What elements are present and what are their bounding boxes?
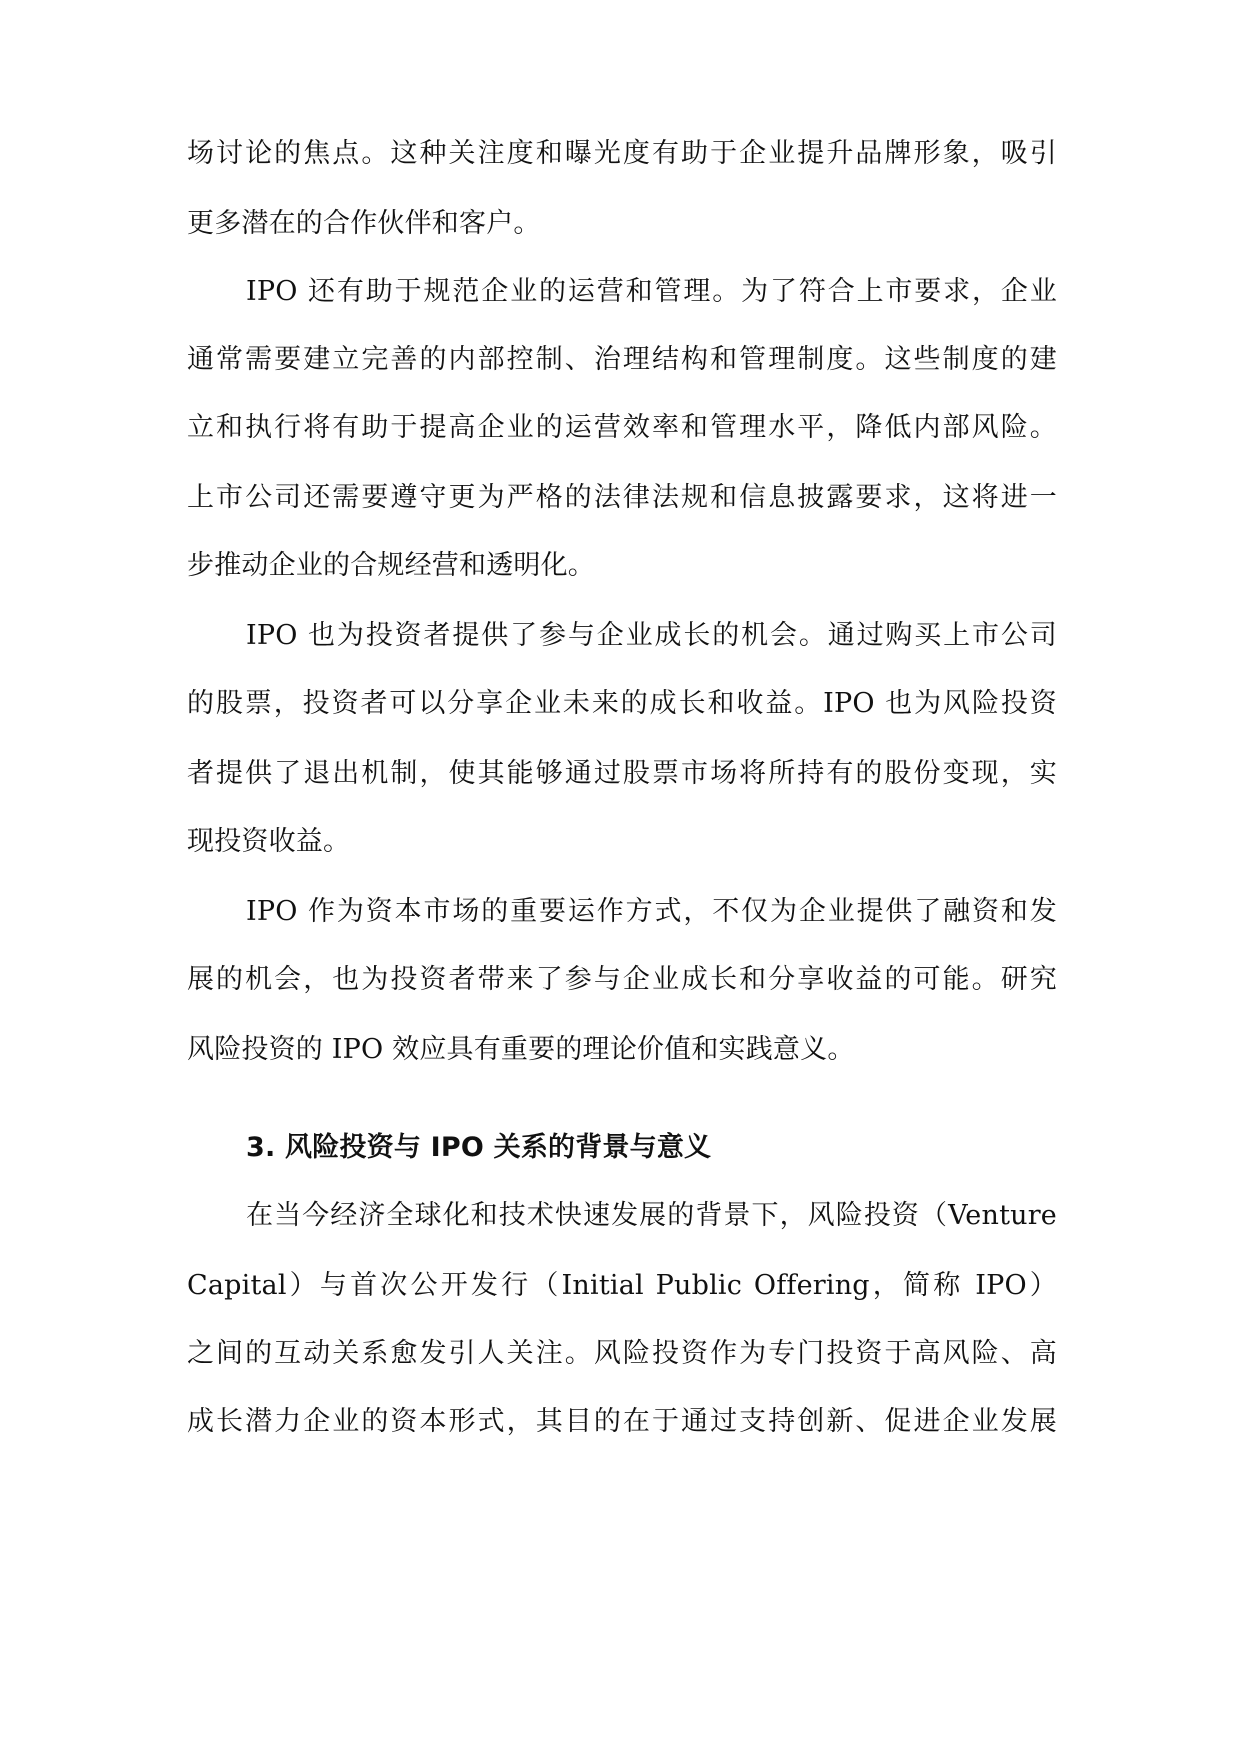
paragraph-2-line-5: 步推动企业的合规经营和透明化。 — [187, 550, 595, 581]
paragraph-2-line-1: IPO 还有助于规范企业的运营和管理。为了符合上市要求，企业 — [246, 276, 1057, 307]
paragraph-3-line-2: 的股票，投资者可以分享企业未来的成长和收益。IPO 也为风险投资 — [187, 688, 1057, 719]
paragraph-1-line-2: 更多潜在的合作伙伴和客户。 — [187, 208, 541, 239]
section-paragraph-line-1: 在当今经济全球化和技术快速发展的背景下，风险投资（Venture — [246, 1200, 1057, 1231]
paragraph-4-line-2: 展的机会，也为投资者带来了参与企业成长和分享收益的可能。研究 — [187, 964, 1057, 995]
section-heading: 3. 风险投资与 IPO 关系的背景与意义 — [246, 1132, 712, 1163]
paragraph-4-line-3: 风险投资的 IPO 效应具有重要的理论价值和实践意义。 — [187, 1034, 855, 1065]
paragraph-3-line-1: IPO 也为投资者提供了参与企业成长的机会。通过购买上市公司 — [246, 620, 1057, 651]
paragraph-2-line-3: 立和执行将有助于提高企业的运营效率和管理水平，降低内部风险。 — [187, 412, 1057, 443]
paragraph-3-line-3: 者提供了退出机制，使其能够通过股票市场将所持有的股份变现，实 — [187, 758, 1057, 789]
section-paragraph-line-3: 之间的互动关系愈发引人关注。风险投资作为专门投资于高风险、高 — [187, 1338, 1057, 1369]
paragraph-1-line-1: 场讨论的焦点。这种关注度和曝光度有助于企业提升品牌形象，吸引 — [187, 138, 1057, 169]
section-paragraph-line-4: 成长潜力企业的资本形式，其目的在于通过支持创新、促进企业发展 — [187, 1406, 1057, 1437]
paragraph-2-line-4: 上市公司还需要遵守更为严格的法律法规和信息披露要求，这将进一 — [187, 482, 1057, 513]
paragraph-2-line-2: 通常需要建立完善的内部控制、治理结构和管理制度。这些制度的建 — [187, 344, 1057, 375]
paragraph-4-line-1: IPO 作为资本市场的重要运作方式，不仅为企业提供了融资和发 — [246, 896, 1057, 927]
paragraph-3-line-4: 现投资收益。 — [187, 826, 351, 857]
section-paragraph-line-2: Capital）与首次公开发行（Initial Public Offering，简称 IPO） — [187, 1270, 1057, 1301]
